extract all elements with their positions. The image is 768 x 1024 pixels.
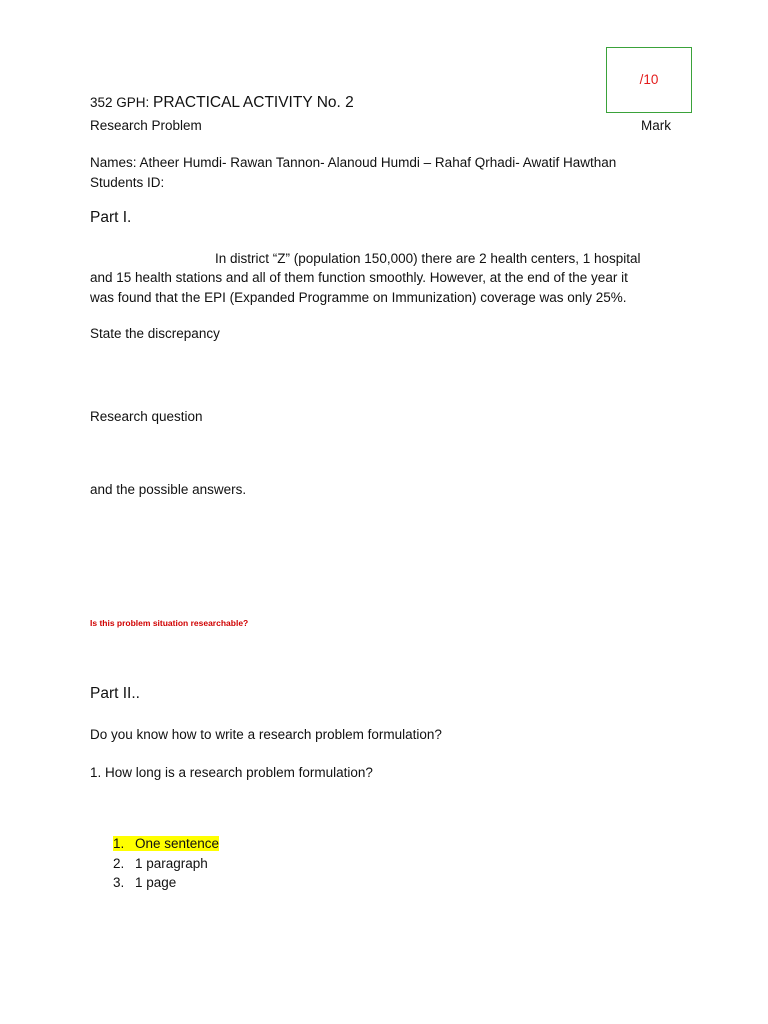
list-item: 2. 1 paragraph xyxy=(113,855,208,871)
highlighted-option: 1. One sentence xyxy=(113,836,220,851)
discrepancy-label: State the discrepancy xyxy=(90,326,220,341)
course-code: 352 GPH: xyxy=(90,95,150,110)
part2-question: Do you know how to write a research problem formulation? xyxy=(90,727,442,742)
possible-answers-label: and the possible answers. xyxy=(90,482,247,497)
part2-heading: Part II.. xyxy=(90,685,140,702)
part1-heading: Part I. xyxy=(90,209,132,226)
paragraph-line-3: was found that the EPI (Expanded Programme on Immunization) coverage was only 25%. xyxy=(90,290,627,305)
list-item: 3. 1 page xyxy=(113,875,177,890)
options-list xyxy=(113,834,219,893)
subtitle: Research Problem xyxy=(90,118,202,133)
student-names: Names: Atheer Humdi- Rawan Tannon- Alanoud Humdi – Rahaf Qrhadi- Awatif Hawthan xyxy=(90,155,617,170)
paragraph-line-1: In district “Z” (population 150,000) there are 2 health centers, 1 hospital xyxy=(215,251,641,266)
research-question-label: Research question xyxy=(90,409,203,424)
mark-score: /10 xyxy=(639,72,659,87)
researchable-note: Is this problem situation researchable? xyxy=(90,618,249,628)
page-title xyxy=(90,94,354,112)
part2-subquestion: 1. How long is a research problem formulation? xyxy=(90,765,373,780)
mark-box xyxy=(606,47,692,113)
student-ids: Students ID: xyxy=(90,175,165,190)
list-item xyxy=(113,834,219,854)
mark-label: Mark xyxy=(641,118,671,133)
paragraph-line-2: and 15 health stations and all of them function smoothly. However, at the end of the year it xyxy=(90,270,628,285)
activity-title: PRACTICAL ACTIVITY No. 2 xyxy=(153,94,354,111)
